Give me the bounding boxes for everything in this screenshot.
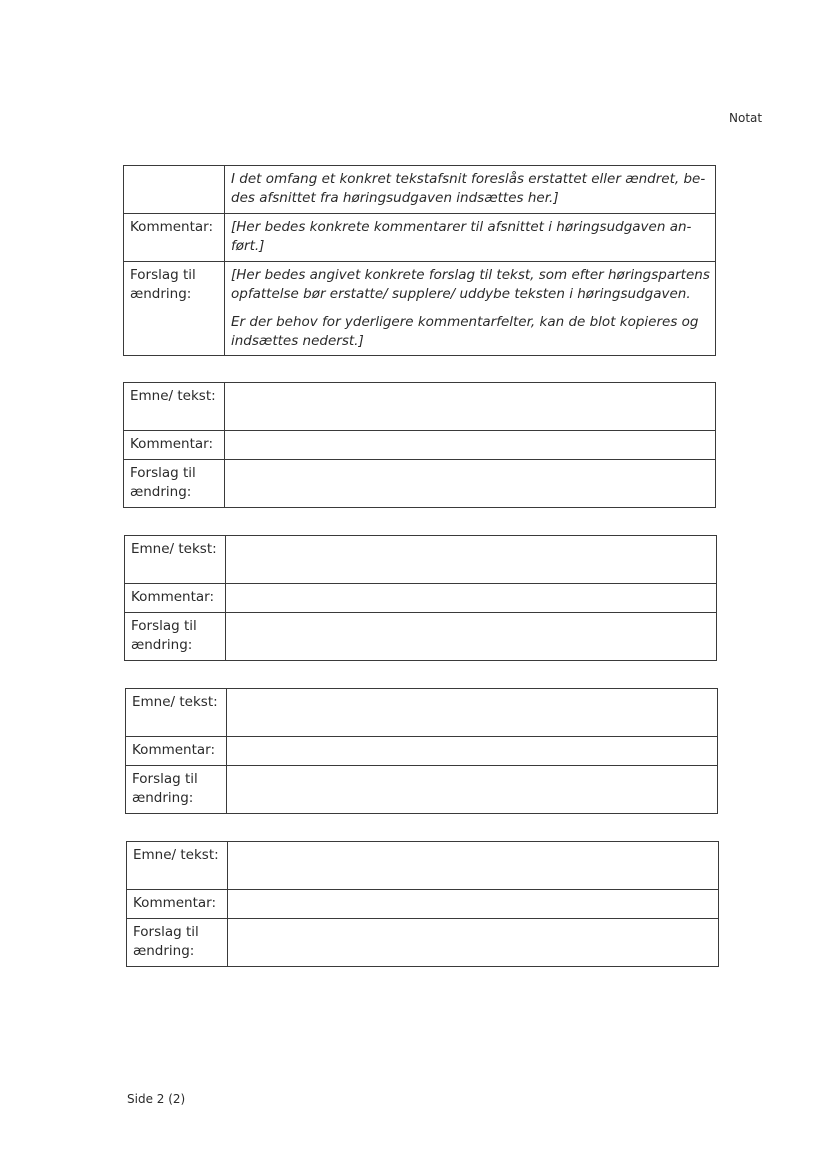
emne-label: Emne/ tekst:	[127, 842, 228, 890]
instruction-text: Er der behov for yderligere kommentarfelter, kan de blot kopieres og indsættes nederst.]	[231, 314, 699, 349]
kommentar-field[interactable]	[227, 737, 718, 766]
table-row	[127, 890, 719, 919]
kommentar-label: Kommentar:	[124, 431, 225, 460]
comment-form-table	[123, 382, 716, 508]
instruction-text: I det omfang et konkret tekstafsnit foreslås erstattet eller ændret, be-des afsnittet fra høringsudgaven indsættes her.]	[231, 171, 706, 206]
table-row	[126, 689, 718, 737]
table-row	[125, 613, 717, 661]
kommentar-label: Kommentar:	[125, 584, 226, 613]
forslag-label: Forslag til ændring:	[125, 613, 226, 661]
kommentar-label: Kommentar:	[126, 737, 227, 766]
instruction-text: [Her bedes konkrete kommentarer til afsnittet i høringsudgaven an-ført.]	[231, 219, 692, 254]
row-label: Kommentar:	[124, 214, 225, 262]
table-row	[125, 536, 717, 584]
kommentar-field[interactable]	[228, 890, 719, 919]
forslag-label: Forslag til ændring:	[126, 766, 227, 814]
table-row	[124, 431, 716, 460]
row-label: Forslag til ændring:	[124, 262, 225, 356]
emne-field[interactable]	[226, 536, 717, 584]
page-number: Side 2 (2)	[127, 1092, 186, 1106]
emne-field[interactable]	[228, 842, 719, 890]
table-row	[124, 166, 716, 214]
emne-field[interactable]	[225, 383, 716, 431]
table-row	[124, 383, 716, 431]
table-row	[127, 842, 719, 890]
emne-label: Emne/ tekst:	[124, 383, 225, 431]
table-row	[126, 766, 718, 814]
kommentar-label: Kommentar:	[127, 890, 228, 919]
instruction-table	[123, 165, 716, 356]
forslag-field[interactable]	[225, 460, 716, 508]
kommentar-field[interactable]	[225, 431, 716, 460]
table-row	[124, 262, 716, 356]
row-label	[124, 166, 225, 214]
forslag-label: Forslag til ændring:	[124, 460, 225, 508]
comment-form-table	[124, 535, 717, 661]
document-type-label: Notat	[729, 111, 763, 125]
proposal-text-cell[interactable]	[225, 262, 716, 356]
forslag-label: Forslag til ændring:	[127, 919, 228, 967]
section-text-cell[interactable]	[225, 166, 716, 214]
emne-label: Emne/ tekst:	[125, 536, 226, 584]
comment-form-table	[125, 688, 718, 814]
forslag-field[interactable]	[228, 919, 719, 967]
emne-field[interactable]	[227, 689, 718, 737]
table-row	[126, 737, 718, 766]
table-row	[127, 919, 719, 967]
instruction-text: [Her bedes angivet konkrete forslag til tekst, som efter høringspartens opfattelse bør erstatte/ supplere/ uddybe teksten i høringsudgaven.	[231, 267, 710, 302]
comment-form-table	[126, 841, 719, 967]
kommentar-field[interactable]	[226, 584, 717, 613]
table-row	[124, 214, 716, 262]
table-row	[124, 460, 716, 508]
forslag-field[interactable]	[227, 766, 718, 814]
comment-text-cell[interactable]	[225, 214, 716, 262]
emne-label: Emne/ tekst:	[126, 689, 227, 737]
forslag-field[interactable]	[226, 613, 717, 661]
table-row	[125, 584, 717, 613]
